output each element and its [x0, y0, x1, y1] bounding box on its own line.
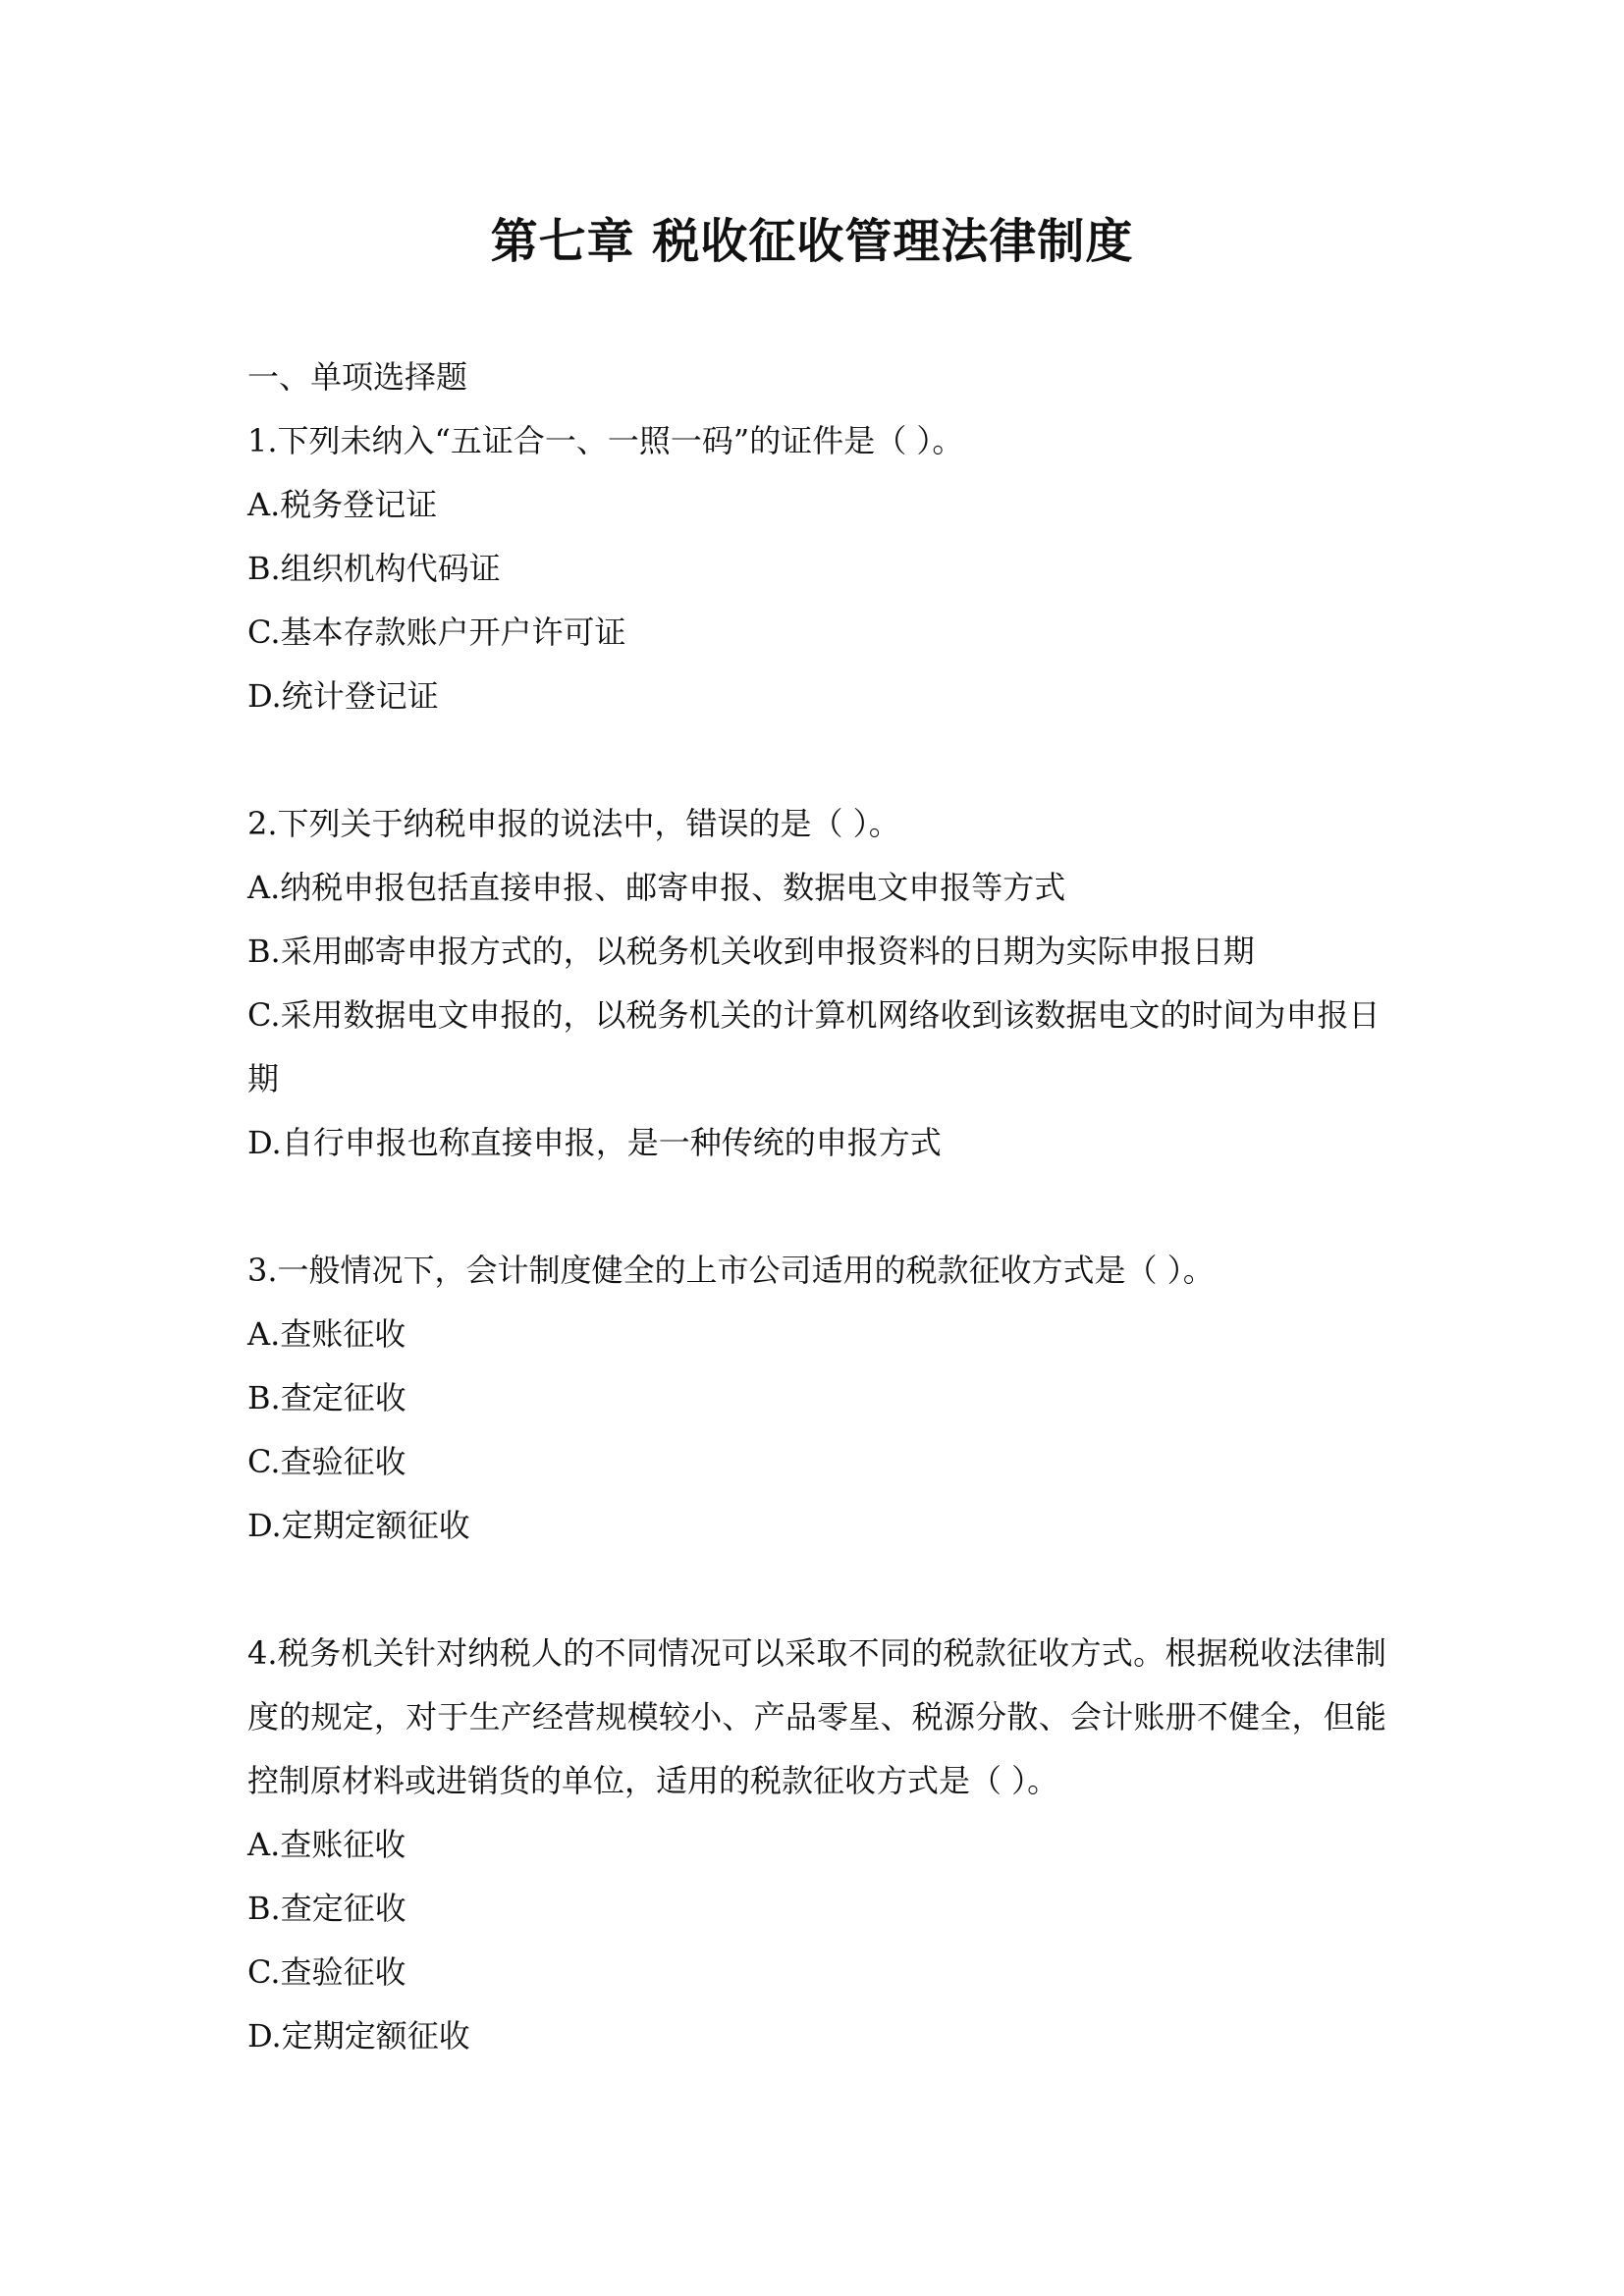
question-stem: 4.税务机关针对纳税人的不同情况可以采取不同的税款征收方式。根据税收法律制度的规定，对于生产经营规模较小、产品零星、税源分散、会计账册不健全，但能控制原材料或进销货的单位，适用的税款征收方式是（ ）。 — [247, 1634, 1386, 1799]
option-d: D.统计登记证 — [247, 677, 439, 715]
question-2 — [247, 792, 1386, 1175]
page-title: 第七章 税收征收管理法律制度 — [490, 214, 1134, 269]
question-stem: 1.下列未纳入“五证合一、一照一码”的证件是（ ）。 — [247, 422, 964, 459]
option-c: C.基本存款账户开户许可证 — [247, 614, 626, 651]
option-a: A.查账征收 — [247, 1826, 406, 1863]
question-list — [247, 346, 1386, 2132]
question-stem: 2.下列关于纳税申报的说法中，错误的是（ ）。 — [247, 805, 900, 842]
option-b: B.查定征收 — [247, 1890, 406, 1927]
option-a: A.纳税申报包括直接申报、邮寄申报、数据电文申报等方式 — [247, 869, 1066, 906]
option-b: B.查定征收 — [247, 1379, 406, 1416]
option-c: C.采用数据电文申报的，以税务机关的计算机网络收到该数据电文的时间为申报日期 — [247, 996, 1380, 1097]
option-b: B.采用邮寄申报方式的，以税务机关收到申报资料的日期为实际申报日期 — [247, 933, 1255, 970]
option-c: C.查验征收 — [247, 1953, 406, 1991]
option-c: C.查验征收 — [247, 1443, 406, 1480]
option-d: D.定期定额征收 — [247, 1507, 470, 1544]
question-stem: 3.一般情况下，会计制度健全的上市公司适用的税款征收方式是（ ）。 — [247, 1252, 1215, 1289]
section-heading: 一、单项选择题 — [247, 358, 468, 396]
question-4 — [247, 1622, 1386, 2068]
option-a: A.税务登记证 — [247, 486, 438, 523]
option-d: D.自行申报也称直接申报，是一种传统的申报方式 — [247, 1124, 942, 1161]
option-b: B.组织机构代码证 — [247, 550, 501, 587]
option-d: D.定期定额征收 — [247, 2017, 470, 2055]
option-a: A.查账征收 — [247, 1315, 406, 1353]
question-1 — [247, 409, 1386, 728]
question-3 — [247, 1239, 1386, 1558]
